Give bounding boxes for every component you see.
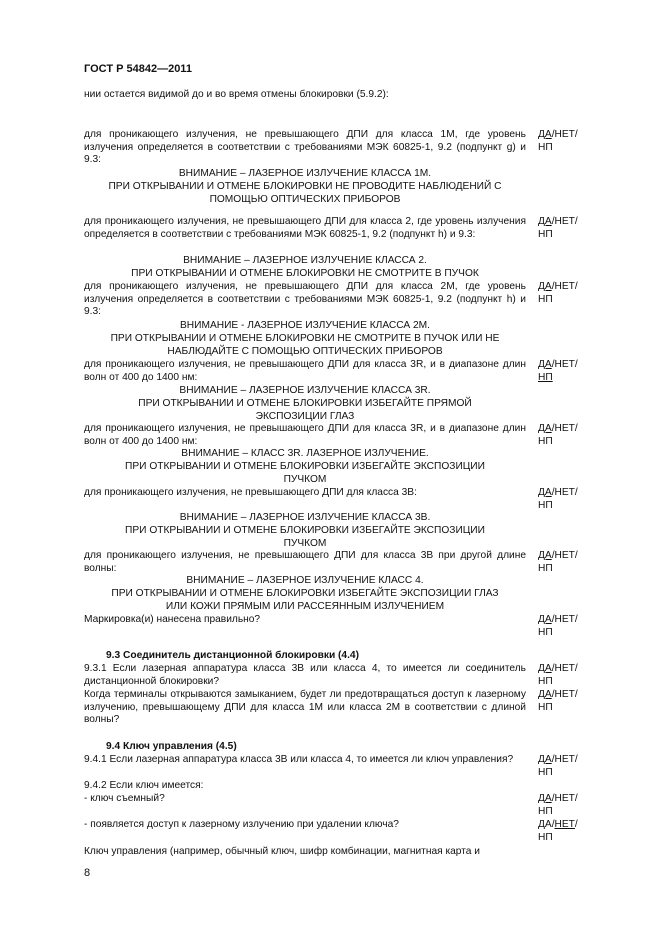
warning-line: ВНИМАНИЕ – ЛАЗЕРНОЕ ИЗЛУЧЕНИЕ КЛАССА 2. bbox=[183, 255, 427, 266]
item-text: для проникающего излучения, не превышающего ДПИ для класса 2М, где уровень излучения определяется в соответствии с требованиями МЭК 60825-1, 9.2 (подпункт h) и 9.3: bbox=[84, 281, 526, 318]
warning-line: ВНИМАНИЕ – КЛАСС 3R. ЛАЗЕРНОЕ ИЗЛУЧЕНИЕ. bbox=[181, 448, 429, 459]
warning-line: ПУЧКОМ bbox=[283, 474, 327, 485]
answer-options: ДА/НЕТ/ НП bbox=[538, 423, 578, 447]
warning-line: ПРИ ОТКРЫВАНИИ И ОТМЕНЕ БЛОКИРОВКИ НЕ СМОТРИТЕ В ПУЧОК bbox=[131, 268, 479, 279]
warning-line: ВНИМАНИЕ – ЛАЗЕРНОЕ ИЗЛУЧЕНИЕ КЛАСС 4. bbox=[186, 575, 424, 586]
item-text: для проникающего излучения, не превышающего ДПИ для класса 1М, где уровень излучения определяется в соответствии с требованиями МЭК 60825-1, 9.2 (подпункт g) и 9.3: bbox=[84, 129, 526, 166]
question-9-4-2: 9.4.2 Если ключ имеется: bbox=[84, 780, 204, 791]
warning-line: ПРИ ОТКРЫВАНИИ И ОТМЕНЕ БЛОКИРОВКИ ИЗБЕГАЙТЕ ЭКСПОЗИЦИИ bbox=[125, 461, 485, 472]
question-9-4-1: 9.4.1 Если лазерная аппаратура класса 3В или класса 4, то имеется ли ключ управления? bbox=[84, 754, 514, 765]
page-number: 8 bbox=[84, 867, 91, 879]
document-header: ГОСТ Р 54842—2011 bbox=[84, 63, 192, 75]
question-access-on-key-removal: - появляется доступ к лазерному излучению при удалении ключа? bbox=[84, 819, 399, 830]
answer-options: ДА/НЕТ/ НП bbox=[538, 663, 578, 687]
answer-options: ДА/НЕТ/ НП bbox=[538, 550, 578, 574]
intro-text: нии остается видимой до и во время отмены блокировки (5.9.2): bbox=[84, 89, 389, 100]
key-description-text: Ключ управления (например, обычный ключ, шифр комбинации, магнитная карта и bbox=[84, 846, 480, 857]
answer-options: ДА/НЕТ/ НП bbox=[538, 129, 578, 153]
warning-line: ПРИ ОТКРЫВАНИИ И ОТМЕНЕ БЛОКИРОВКИ НЕ ПРОВОДИТЕ НАБЛЮДЕНИЙ С bbox=[108, 181, 502, 192]
question-9-3-1: 9.3.1 Если лазерная аппаратура класса 3В или класса 4, то имеется ли соединитель дистанционной блокировки? bbox=[84, 663, 526, 687]
warning-line: ВНИМАНИЕ - ЛАЗЕРНОЕ ИЗЛУЧЕНИЕ КЛАССА 2М. bbox=[180, 320, 430, 331]
answer-options: ДА/НЕТ/ НП bbox=[538, 614, 578, 638]
warning-line: ЭКСПОЗИЦИИ ГЛАЗ bbox=[255, 411, 355, 422]
answer-options: ДА/НЕТ/ НП bbox=[538, 281, 578, 305]
answer-options: ДА/НЕТ/ НП bbox=[538, 216, 578, 240]
section-title-9-4: 9.4 Ключ управления (4.5) bbox=[106, 741, 237, 752]
answer-options: ДА/НЕТ/ НП bbox=[538, 819, 578, 843]
warning-line: ПОМОЩЬЮ ОПТИЧЕСКИХ ПРИБОРОВ bbox=[209, 194, 401, 205]
item-text: для проникающего излучения, не превышающего ДПИ для класса 3R, и в диапазоне длин волн от 400 до 1400 нм: bbox=[84, 423, 526, 447]
warning-line: ПРИ ОТКРЫВАНИИ И ОТМЕНЕ БЛОКИРОВКИ ИЗБЕГАЙТЕ ЭКСПОЗИЦИИ ГЛАЗ bbox=[111, 588, 499, 599]
marking-question: Маркировка(и) нанесена правильно? bbox=[84, 614, 261, 625]
question-9-3-2: Когда терминалы открываются замыканием, будет ли предотвращаться доступ к лазерному излучению, превышающему ДПИ для класса 1М или класса 2М в соответствии с длиной волны? bbox=[84, 689, 526, 726]
warning-line: ВНИМАНИЕ – ЛАЗЕРНОЕ ИЗЛУЧЕНИЕ КЛАССА 3В. bbox=[179, 512, 431, 523]
section-title-9-3: 9.3 Соединитель дистанционной блокировки (4.4) bbox=[106, 650, 359, 661]
warning-line: ПУЧКОМ bbox=[283, 538, 327, 549]
item-text: для проникающего излучения, не превышающего ДПИ для класса 3R, и в диапазоне длин волн от 400 до 1400 нм: bbox=[84, 359, 526, 383]
answer-options: ДА/НЕТ/ НП bbox=[538, 487, 578, 511]
warning-line: НАБЛЮДАЙТЕ С ПОМОЩЬЮ ОПТИЧЕСКИХ ПРИБОРОВ bbox=[167, 346, 443, 357]
item-text: для проникающего излучения, не превышающего ДПИ для класса 3В: bbox=[84, 487, 417, 498]
answer-options: ДА/НЕТ/ НП bbox=[538, 689, 578, 713]
answer-options: ДА/НЕТ/ НП bbox=[538, 793, 578, 817]
answer-options: ДА/НЕТ/ НП bbox=[538, 754, 578, 778]
item-text: для проникающего излучения, не превышающего ДПИ для класса 3В при другой длине волны: bbox=[84, 550, 526, 574]
warning-line: ВНИМАНИЕ – ЛАЗЕРНОЕ ИЗЛУЧЕНИЕ КЛАССА 3R. bbox=[179, 385, 431, 396]
answer-options: ДА/НЕТ/ НП bbox=[538, 359, 578, 383]
item-text: для проникающего излучения, не превышающего ДПИ для класса 2, где уровень излучения определяется в соответствии с требованиями МЭК 60825-1, 9.2 (подпункт h) и 9.3: bbox=[84, 216, 526, 240]
warning-line: ПРИ ОТКРЫВАНИИ И ОТМЕНЕ БЛОКИРОВКИ ИЗБЕГАЙТЕ ЭКСПОЗИЦИИ bbox=[125, 525, 485, 536]
question-key-removable: - ключ съемный? bbox=[84, 793, 165, 804]
warning-line: ПРИ ОТКРЫВАНИИ И ОТМЕНЕ БЛОКИРОВКИ ИЗБЕГАЙТЕ ПРЯМОЙ bbox=[138, 398, 472, 409]
warning-line: ВНИМАНИЕ – ЛАЗЕРНОЕ ИЗЛУЧЕНИЕ КЛАССА 1М. bbox=[178, 168, 432, 179]
warning-line: ПРИ ОТКРЫВАНИИ И ОТМЕНЕ БЛОКИРОВКИ НЕ СМОТРИТЕ В ПУЧОК ИЛИ НЕ bbox=[110, 333, 500, 344]
warning-line: ИЛИ КОЖИ ПРЯМЫМ ИЛИ РАССЕЯННЫМ ИЗЛУЧЕНИЕМ bbox=[165, 601, 445, 612]
